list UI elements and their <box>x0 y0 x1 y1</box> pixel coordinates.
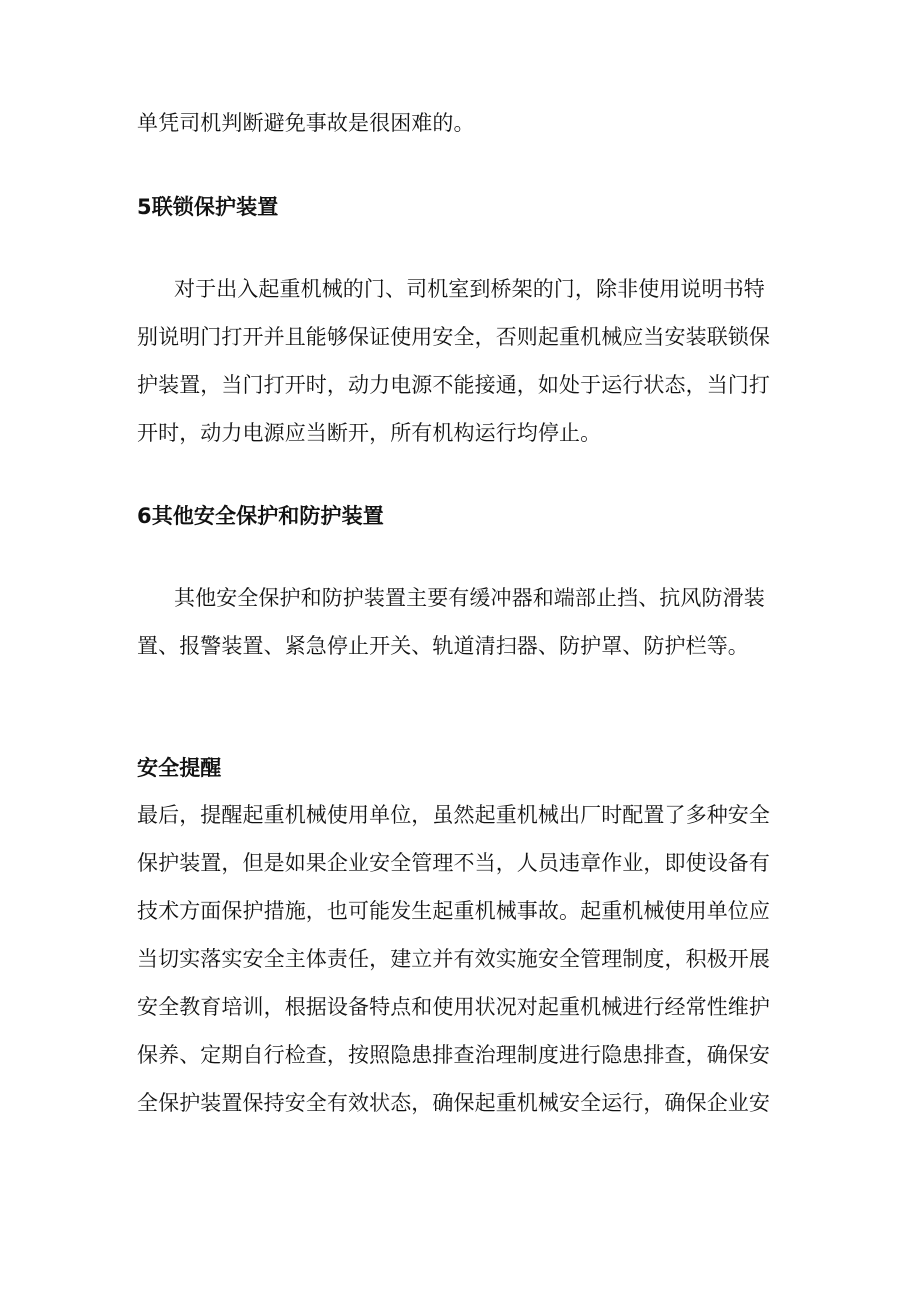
paragraph-line: 开时，动力电源应当断开，所有机构运行均停止。 <box>137 421 602 445</box>
paragraph-line: 安全教育培训，根据设备特点和使用状况对起重机械进行经常性维护 <box>137 995 770 1019</box>
paragraph-line: 对于出入起重机械的门、司机室到桥架的门，除非使用说明书特 <box>174 277 765 301</box>
paragraph-line: 护装置，当门打开时，动力电源不能接通，如处于运行状态，当门打 <box>137 373 770 397</box>
paragraph-line: 最后，提醒起重机械使用单位，虽然起重机械出厂时配置了多种安全 <box>137 803 770 827</box>
paragraph-line: 别说明门打开并且能够保证使用安全，否则起重机械应当安装联锁保 <box>137 325 770 349</box>
section-heading-safety-reminder: 安全提醒 <box>137 756 222 780</box>
section-heading-other-protection: 6其他安全保护和防护装置 <box>137 504 384 528</box>
paragraph-line: 保护装置，但是如果企业安全管理不当，人员违章作业，即使设备有 <box>137 851 770 875</box>
paragraph-line: 其他安全保护和防护装置主要有缓冲器和端部止挡、抗风防滑装 <box>174 586 765 610</box>
paragraph-line: 单凭司机判断避免事故是很困难的。 <box>137 111 475 135</box>
paragraph-line: 置、报警装置、紧急停止开关、轨道清扫器、防护罩、防护栏等。 <box>137 634 749 658</box>
paragraph-line: 当切实落实安全主体责任，建立并有效实施安全管理制度，积极开展 <box>137 947 770 971</box>
paragraph-line: 技术方面保护措施，也可能发生起重机械事故。起重机械使用单位应 <box>137 899 770 923</box>
paragraph-line: 全保护装置保持安全有效状态，确保起重机械安全运行，确保企业安 <box>137 1091 770 1115</box>
section-heading-interlock: 5联锁保护装置 <box>137 195 279 219</box>
paragraph-line: 保养、定期自行检查，按照隐患排查治理制度进行隐患排查，确保安 <box>137 1043 770 1067</box>
